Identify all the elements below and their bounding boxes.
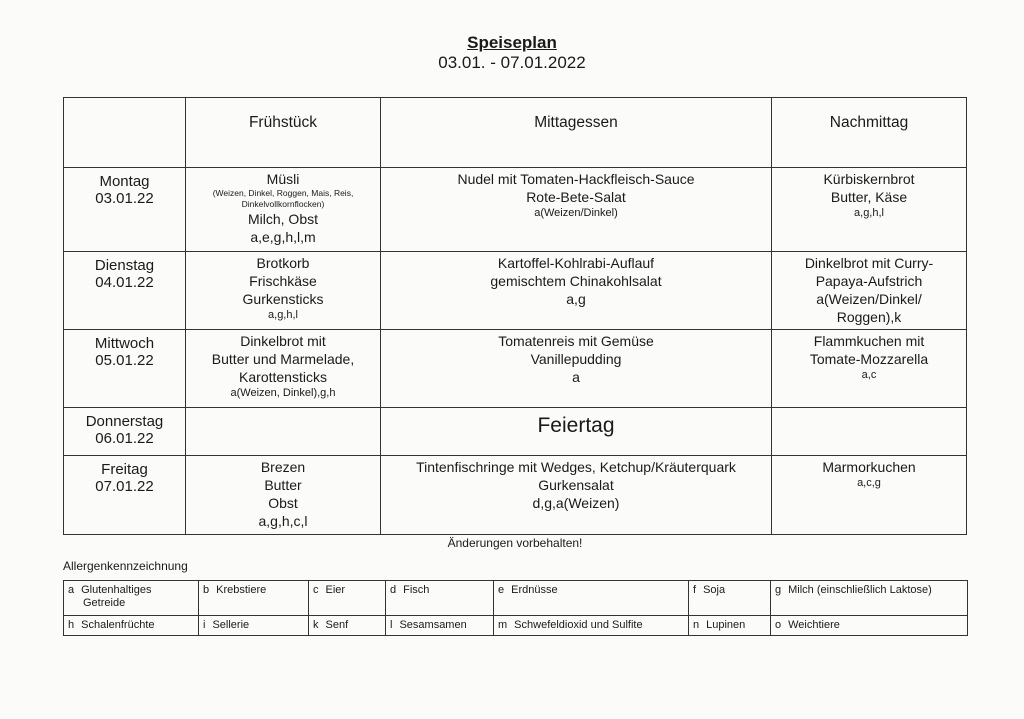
allergen-codes: a(Weizen/Dinkel/ xyxy=(816,291,922,307)
breakfast-cell xyxy=(186,408,381,456)
legend-item xyxy=(771,581,968,616)
legend-label: Lupinen xyxy=(706,619,746,631)
legend-code: h xyxy=(68,619,75,631)
legend-item xyxy=(64,616,199,636)
legend-code: b xyxy=(203,584,210,596)
day-date: 03.01.22 xyxy=(95,190,154,207)
meal-line: Karottensticks xyxy=(239,369,327,385)
meal-plan-table xyxy=(63,97,967,535)
day-cell xyxy=(64,456,186,535)
date-range: 03.01. - 07.01.2022 xyxy=(438,53,586,72)
day-date: 05.01.22 xyxy=(95,352,154,369)
meal-line: gemischtem Chinakohlsalat xyxy=(490,273,662,289)
meal-line: Gurkensalat xyxy=(538,477,614,493)
afternoon-cell xyxy=(772,252,967,330)
allergen-codes: a(Weizen/Dinkel) xyxy=(534,207,618,219)
table-header-row xyxy=(64,98,967,168)
meal-line: Tomate-Mozzarella xyxy=(809,351,929,367)
day-name: Mittwoch xyxy=(94,335,155,352)
meal-line: Papaya-Aufstrich xyxy=(815,273,923,289)
meal-line: Marmorkuchen xyxy=(822,459,916,475)
legend-label: Sellerie xyxy=(212,619,250,631)
day-date: 04.01.22 xyxy=(95,274,154,291)
legend-label: Weichtiere xyxy=(788,619,840,631)
day-date: 06.01.22 xyxy=(95,430,154,447)
header xyxy=(0,33,1024,73)
legend-label: Eier xyxy=(325,584,346,596)
legend-item xyxy=(309,581,386,616)
afternoon-cell xyxy=(772,456,967,535)
meal-line: Butter xyxy=(264,477,302,493)
meal-line: Obst xyxy=(268,495,298,511)
legend-item xyxy=(494,616,689,636)
allergen-legend-table xyxy=(63,580,968,636)
holiday-label: Feiertag xyxy=(381,408,772,456)
legend-code: e xyxy=(498,584,505,596)
afternoon-cell xyxy=(772,330,967,408)
day-cell xyxy=(64,168,186,252)
meal-line: Gurkensticks xyxy=(242,291,324,307)
meal-line: Brezen xyxy=(260,459,306,475)
legend-label: Schalenfrüchte xyxy=(81,619,155,631)
legend-item xyxy=(199,581,309,616)
allergen-codes: a,g,h,l xyxy=(854,207,884,219)
meal-line: Butter und Marmelade, xyxy=(211,351,355,367)
meal-line: Tintenfischringe mit Wedges, Ketchup/Kräuterquark xyxy=(416,459,736,475)
legend-code: n xyxy=(693,619,700,631)
legend-code: f xyxy=(693,584,697,596)
meal-line: Milch, Obst xyxy=(247,211,318,227)
meal-line: Kürbiskernbrot xyxy=(823,171,915,187)
legend-row xyxy=(64,616,968,636)
legend-item xyxy=(199,616,309,636)
legend-code: c xyxy=(313,584,319,596)
meal-line: Nudel mit Tomaten-Hackfleisch-Sauce xyxy=(457,171,695,187)
legend-label: Glutenhaltiges xyxy=(81,584,152,596)
table-row-friday xyxy=(64,456,967,535)
legend-label: Milch (einschließlich Laktose) xyxy=(788,584,932,596)
lunch-cell xyxy=(381,330,772,408)
allergen-codes: a,g xyxy=(566,291,586,307)
legend-label: Soja xyxy=(703,584,726,596)
legend-label: Erdnüsse xyxy=(511,584,558,596)
legend-item xyxy=(689,581,771,616)
legend-heading: Allergenkennzeichnung xyxy=(63,559,188,573)
table-row-wednesday xyxy=(64,330,967,408)
legend-row xyxy=(64,581,968,616)
allergen-codes: a(Weizen, Dinkel),g,h xyxy=(230,387,336,399)
legend-code: i xyxy=(203,619,206,631)
allergen-codes: a,g,h,c,l xyxy=(258,513,308,529)
table-row-monday xyxy=(64,168,967,252)
afternoon-cell xyxy=(772,168,967,252)
day-date: 07.01.22 xyxy=(95,478,154,495)
table-row-thursday xyxy=(64,408,967,456)
day-name: Donnerstag xyxy=(85,413,164,430)
legend-code: l xyxy=(390,619,393,631)
disclaimer-note: Änderungen vorbehalten! xyxy=(447,536,583,550)
legend-code: k xyxy=(313,619,319,631)
breakfast-cell xyxy=(186,252,381,330)
column-header-afternoon: Nachmittag xyxy=(772,98,967,168)
column-header-lunch: Mittagessen xyxy=(381,98,772,168)
legend-code: m xyxy=(498,619,508,631)
meal-line: Müsli xyxy=(266,171,300,187)
legend-label: Fisch xyxy=(403,584,430,596)
meal-line: Vanillepudding xyxy=(530,351,622,367)
legend-code: a xyxy=(68,584,75,596)
allergen-codes: a,e,g,h,l,m xyxy=(250,229,316,245)
meal-line: Brotkorb xyxy=(256,255,310,271)
legend-label: Sesamsamen xyxy=(399,619,467,631)
day-cell xyxy=(64,330,186,408)
day-cell xyxy=(64,252,186,330)
legend-item xyxy=(386,616,494,636)
afternoon-cell xyxy=(772,408,967,456)
legend-label: Getreide xyxy=(83,597,126,609)
allergen-codes: a,c,g xyxy=(857,477,881,489)
day-name: Freitag xyxy=(101,461,148,478)
meal-line: Frischkäse xyxy=(249,273,317,289)
table-row-tuesday xyxy=(64,252,967,330)
meal-line: Dinkelbrot mit Curry- xyxy=(804,255,934,271)
allergen-codes: a xyxy=(572,369,580,385)
legend-label: Schwefeldioxid und Sulfite xyxy=(514,619,643,631)
page-title: Speiseplan xyxy=(467,33,557,52)
meal-line: Tomatenreis mit Gemüse xyxy=(498,333,654,349)
corner-cell xyxy=(64,98,186,168)
allergen-codes: Roggen),k xyxy=(836,309,902,325)
legend-label: Krebstiere xyxy=(216,584,267,596)
lunch-cell xyxy=(381,168,772,252)
column-header-breakfast: Frühstück xyxy=(186,98,381,168)
allergen-codes: d,g,a(Weizen) xyxy=(532,495,620,511)
meal-line: Dinkelbrot mit xyxy=(240,333,326,349)
meal-note: (Weizen, Dinkel, Roggen, Mais, Reis, Dinkelvollkornflocken) xyxy=(212,188,354,209)
day-name: Dienstag xyxy=(94,257,155,274)
legend-item xyxy=(689,616,771,636)
legend-code: o xyxy=(775,619,782,631)
legend-item xyxy=(386,581,494,616)
day-name: Montag xyxy=(99,173,150,190)
breakfast-cell xyxy=(186,168,381,252)
legend-item xyxy=(771,616,968,636)
legend-item xyxy=(494,581,689,616)
breakfast-cell xyxy=(186,330,381,408)
meal-line: Flammkuchen mit xyxy=(813,333,925,349)
breakfast-cell xyxy=(186,456,381,535)
allergen-codes: a,c xyxy=(861,369,877,381)
meal-line: Rote-Bete-Salat xyxy=(526,189,626,205)
legend-item xyxy=(64,581,199,616)
lunch-cell xyxy=(381,456,772,535)
legend-item xyxy=(309,616,386,636)
legend-code: g xyxy=(775,584,782,596)
day-cell xyxy=(64,408,186,456)
legend-label: Senf xyxy=(325,619,349,631)
legend-code: d xyxy=(390,584,397,596)
meal-line: Kartoffel-Kohlrabi-Auflauf xyxy=(497,255,655,271)
meal-line: Butter, Käse xyxy=(830,189,908,205)
allergen-codes: a,g,h,l xyxy=(268,309,298,321)
lunch-cell xyxy=(381,252,772,330)
